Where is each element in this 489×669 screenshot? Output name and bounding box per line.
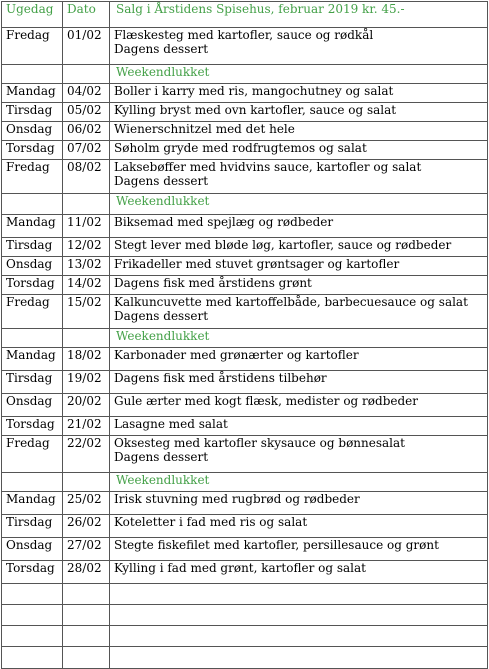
weekday-cell: Fredag	[2, 295, 63, 329]
weekday-cell: Tirsdag	[2, 515, 63, 538]
dish-cell	[110, 417, 488, 436]
dish-cell	[110, 84, 488, 103]
weekday-cell	[2, 473, 63, 492]
dish-cell	[110, 394, 488, 417]
dish-cell	[110, 215, 488, 238]
date-cell: 05/02	[63, 103, 110, 122]
dish-cell	[110, 257, 488, 276]
menu-row	[2, 84, 488, 103]
weekday-cell: Mandag	[2, 492, 63, 515]
empty-cell	[110, 626, 488, 647]
dish-cell	[110, 103, 488, 122]
dish-cell	[110, 515, 488, 538]
weekday-cell: Torsdag	[2, 417, 63, 436]
weekday-cell: Tirsdag	[2, 371, 63, 394]
menu-row	[2, 28, 488, 65]
dish-cell	[110, 141, 488, 160]
date-cell: 07/02	[63, 141, 110, 160]
dish-text: Laksebøffer med hvidvins sauce, kartofler og salat	[114, 160, 422, 174]
weekday-cell: Onsdag	[2, 538, 63, 561]
date-cell: 20/02	[63, 394, 110, 417]
empty-row	[2, 605, 488, 626]
dish-text: Flæskesteg med kartofler, sauce og rødkål	[114, 28, 374, 42]
dish-cell	[110, 276, 488, 295]
menu-row	[2, 238, 488, 257]
date-cell: 26/02	[63, 515, 110, 538]
weekday-cell: Mandag	[2, 215, 63, 238]
date-cell: 27/02	[63, 538, 110, 561]
date-cell: 22/02	[63, 436, 110, 473]
dish-cell	[110, 295, 488, 329]
date-cell: 11/02	[63, 215, 110, 238]
dish-cell	[110, 492, 488, 515]
menu-row	[2, 215, 488, 238]
dish-text: Dagens fisk med årstidens tilbehør	[114, 371, 327, 385]
empty-cell	[2, 647, 63, 669]
dish-cell	[110, 371, 488, 394]
weekday-cell: Fredag	[2, 436, 63, 473]
dish-cell	[110, 122, 488, 141]
dish-cell	[110, 28, 488, 65]
weekend-closed-label: Weekendlukket	[110, 194, 488, 215]
dish-text: Oksesteg med kartofler skysauce og bønnesalat	[114, 436, 405, 450]
empty-cell	[63, 647, 110, 669]
menu-row	[2, 103, 488, 122]
dish-text: Frikadeller med stuvet grøntsager og kartofler	[114, 257, 400, 271]
dish-cell	[110, 160, 488, 194]
empty-cell	[2, 626, 63, 647]
dessert-text: Dagens dessert	[114, 174, 209, 188]
dish-text: Irisk stuvning med rugbrød og rødbeder	[114, 492, 360, 506]
weekday-cell: Onsdag	[2, 122, 63, 141]
date-cell: 15/02	[63, 295, 110, 329]
dish-cell	[110, 348, 488, 371]
weekend-closed-label: Weekendlukket	[110, 329, 488, 348]
weekday-column-header: Ugedag	[2, 2, 63, 28]
dish-text: Boller i karry med ris, mangochutney og salat	[114, 84, 394, 98]
date-cell: 28/02	[63, 561, 110, 584]
empty-row	[2, 584, 488, 605]
weekday-cell	[2, 194, 63, 215]
menu-row	[2, 257, 488, 276]
dish-text: Dagens fisk med årstidens grønt	[114, 276, 312, 290]
date-column-header: Dato	[63, 2, 110, 28]
dish-text: Biksemad med spejlæg og rødbeder	[114, 215, 334, 229]
weekday-cell	[2, 65, 63, 84]
menu-row	[2, 436, 488, 473]
weekday-cell: Mandag	[2, 84, 63, 103]
menu-row	[2, 348, 488, 371]
menu-row	[2, 492, 488, 515]
dish-text: Gule ærter med kogt flæsk, medister og rødbeder	[114, 394, 418, 408]
date-cell: 08/02	[63, 160, 110, 194]
menu-row	[2, 160, 488, 194]
weekend-closed-row	[2, 473, 488, 492]
empty-row	[2, 626, 488, 647]
dish-text: Kylling bryst med ovn kartofler, sauce og salat	[114, 103, 397, 117]
dessert-text: Dagens dessert	[114, 309, 209, 323]
menu-table	[1, 1, 488, 669]
dish-cell	[110, 238, 488, 257]
dish-cell	[110, 436, 488, 473]
weekday-cell: Torsdag	[2, 141, 63, 160]
date-cell	[63, 194, 110, 215]
menu-body	[2, 28, 488, 669]
weekend-closed-row	[2, 65, 488, 84]
date-cell	[63, 473, 110, 492]
menu-title: Salg i Årstidens Spisehus, februar 2019 kr. 45.-	[110, 2, 488, 28]
empty-row	[2, 647, 488, 669]
menu-row	[2, 276, 488, 295]
menu-row	[2, 122, 488, 141]
dish-text: Koteletter i fad med ris og salat	[114, 515, 308, 529]
weekday-cell: Onsdag	[2, 257, 63, 276]
dish-text: Stegte fiskefilet med kartofler, persillesauce og grønt	[114, 538, 439, 552]
date-cell: 19/02	[63, 371, 110, 394]
empty-cell	[110, 605, 488, 626]
menu-row	[2, 417, 488, 436]
date-cell: 12/02	[63, 238, 110, 257]
weekday-cell: Fredag	[2, 160, 63, 194]
empty-cell	[110, 584, 488, 605]
empty-cell	[2, 605, 63, 626]
dish-text: Karbonader med grønærter og kartofler	[114, 348, 359, 362]
date-cell: 18/02	[63, 348, 110, 371]
dish-text: Lasagne med salat	[114, 417, 228, 431]
menu-row	[2, 394, 488, 417]
dish-text: Kalkuncuvette med kartoffelbåde, barbecuesauce og salat	[114, 295, 468, 309]
dessert-text: Dagens dessert	[114, 42, 209, 56]
menu-row	[2, 561, 488, 584]
date-cell: 01/02	[63, 28, 110, 65]
header-row	[2, 2, 488, 28]
dish-text: Wienerschnitzel med det hele	[114, 122, 295, 136]
weekday-cell	[2, 329, 63, 348]
menu-row	[2, 538, 488, 561]
date-cell: 21/02	[63, 417, 110, 436]
dish-text: Stegt lever med bløde løg, kartofler, sauce og rødbeder	[114, 238, 452, 252]
weekday-cell: Fredag	[2, 28, 63, 65]
date-cell	[63, 65, 110, 84]
weekend-closed-label: Weekendlukket	[110, 65, 488, 84]
date-cell: 25/02	[63, 492, 110, 515]
weekday-cell: Torsdag	[2, 276, 63, 295]
empty-cell	[2, 584, 63, 605]
weekend-closed-row	[2, 329, 488, 348]
date-cell: 06/02	[63, 122, 110, 141]
weekday-cell: Tirsdag	[2, 103, 63, 122]
weekend-closed-label: Weekendlukket	[110, 473, 488, 492]
weekday-cell: Torsdag	[2, 561, 63, 584]
menu-row	[2, 141, 488, 160]
empty-cell	[63, 605, 110, 626]
empty-cell	[110, 647, 488, 669]
menu-row	[2, 371, 488, 394]
weekday-cell: Tirsdag	[2, 238, 63, 257]
empty-cell	[63, 584, 110, 605]
weekday-cell: Mandag	[2, 348, 63, 371]
date-cell: 14/02	[63, 276, 110, 295]
weekend-closed-row	[2, 194, 488, 215]
date-cell: 04/02	[63, 84, 110, 103]
dish-cell	[110, 561, 488, 584]
dish-cell	[110, 538, 488, 561]
empty-cell	[63, 626, 110, 647]
dish-text: Søholm gryde med rodfrugtemos og salat	[114, 141, 367, 155]
dessert-text: Dagens dessert	[114, 450, 209, 464]
menu-row	[2, 515, 488, 538]
menu-row	[2, 295, 488, 329]
date-cell: 13/02	[63, 257, 110, 276]
weekday-cell: Onsdag	[2, 394, 63, 417]
dish-text: Kylling i fad med grønt, kartofler og salat	[114, 561, 366, 575]
date-cell	[63, 329, 110, 348]
